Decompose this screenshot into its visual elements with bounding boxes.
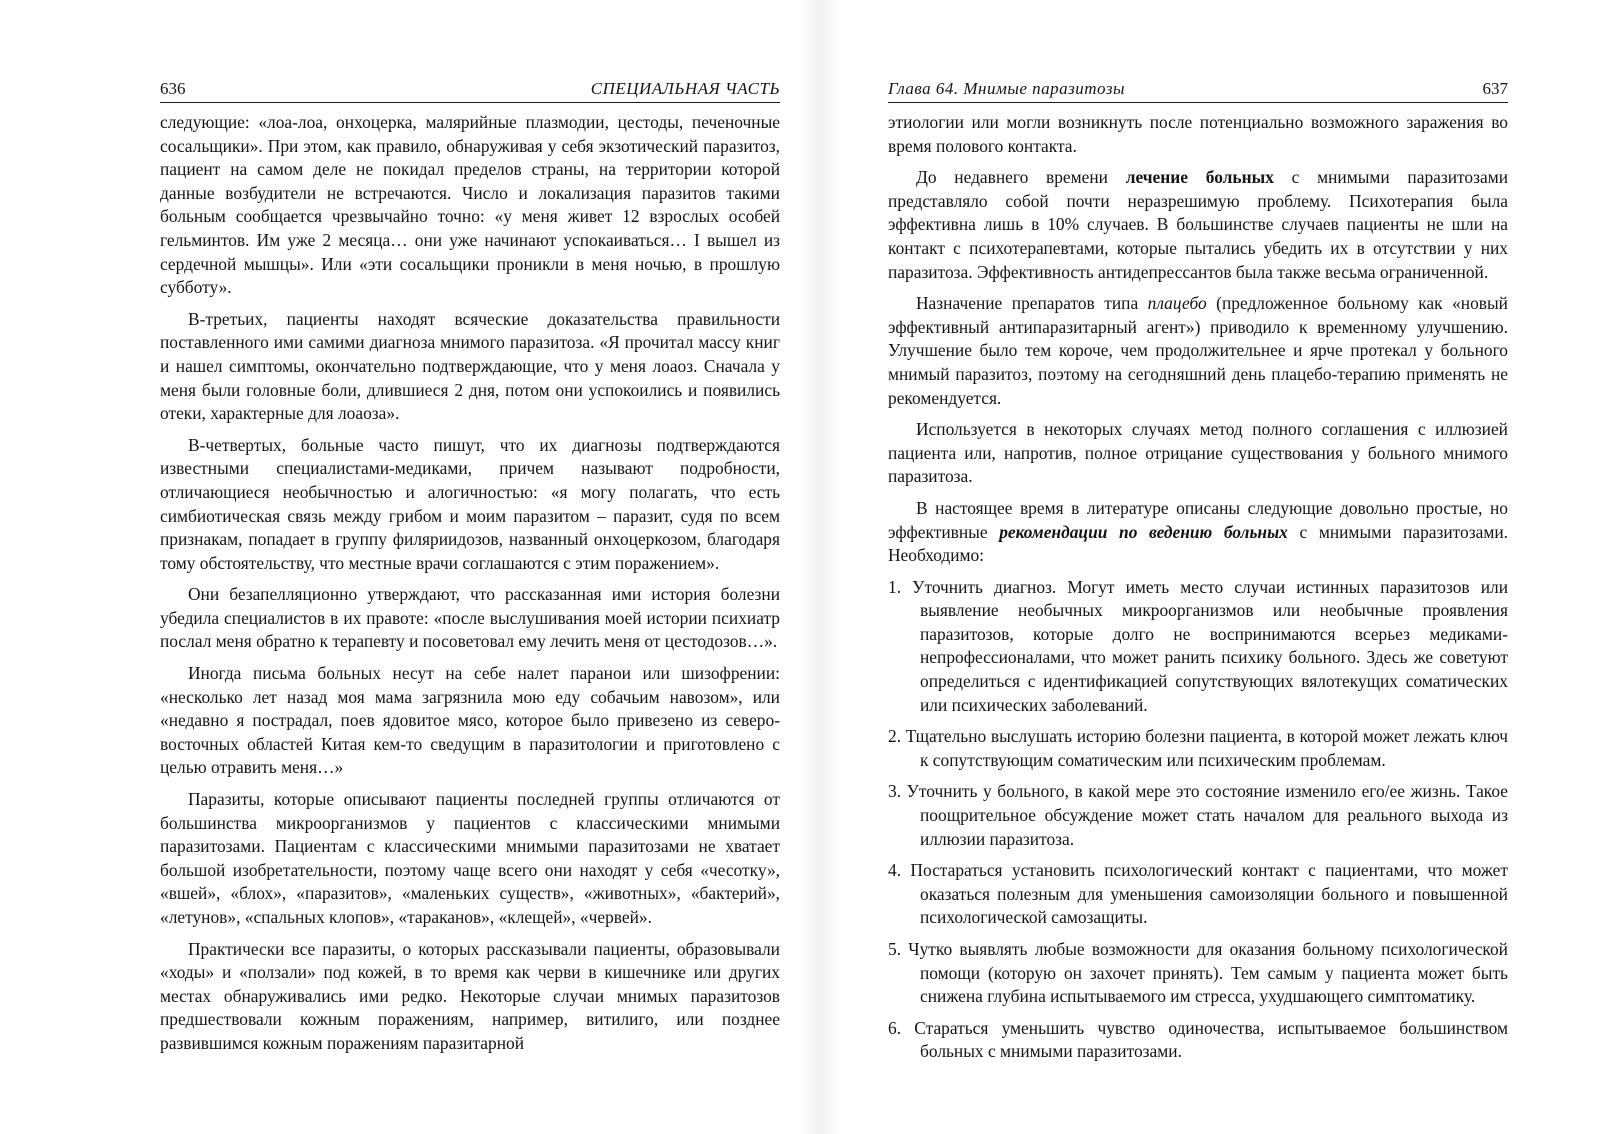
text-run: До недавнего времени (916, 167, 1126, 188)
bold-italic-term: рекомендации по ведению больных (999, 521, 1288, 542)
paragraph: Иногда письма больных несут на себе налет паранои или шизофрении: «несколько лет назад моя мама загрязнила мою еду собачьим навозом», или «недавно я пострадал, поев ядовитое мясо, которое было привезено из северо-восточных областей Китая кем-то сведущим в паразитологии и приготовлено с целью отравить меня…» (160, 663, 780, 778)
right-page-header (888, 74, 1508, 103)
book-gutter (800, 0, 840, 1134)
paragraph: этиологии или могли возникнуть после потенциально возможного заражения во время полового контакта. (888, 112, 1508, 156)
italic-term: плацебо (1147, 293, 1207, 314)
list-item: 1. Уточнить диагноз. Могут иметь место случаи истинных паразитозов или выявление необычных микроорганизмов или необычные проявления паразитозов, которые долго не воспринимаются всерьез медиками-непрофессионалами, что может ранить психику больного. Здесь же советуют определиться с идентификацией сопутствующих вялотекущих соматических или психических заболеваний. (888, 576, 1508, 715)
running-title: СПЕЦИАЛЬНАЯ ЧАСТЬ (590, 79, 780, 98)
page-number: 636 (160, 79, 186, 98)
paragraph: Паразиты, которые описывают пациенты последней группы отличаются от большинства микроорганизмов у пациентов с классическими мнимыми паразитозами. Пациентам с классическими мнимыми паразитозами не хватает большой изобретательности, поэтому чаще всего они находят у себя «чесотку», «вшей», «блох», «паразитов», «маленьких существ», «животных», «бактерий», «летунов», «спальных клопов», «тараканов», «клещей», «червей». (160, 789, 780, 927)
right-page (888, 0, 1508, 1072)
text-run: (предложенное больному как «новый эффективный антипаразитарный агент») приводило к временному улучшению. Улучшение было тем короче, чем продолжительнее и ярче протекал у больного мнимый паразитоз, поэтому на сегодняшний день плацебо-терапию применять не рекомендуется. (888, 293, 1508, 408)
paragraph (888, 497, 1508, 568)
paragraph: Они безапелляционно утверждают, что рассказанная ими история болезни убедила специалистов в их правоте: «после выслушивания моей истории психиатр послал меня обратно к терапевту и посоветовал ему лечить меня от цестодозов…». (160, 584, 780, 652)
paragraph: В-третьих, пациенты находят всяческие доказательства правильности поставленного ими самими диагноза мнимого паразитоза. «Я прочитал массу книг и нашел симптомы, окончательно подтверждающие, что у меня лоаоз. Сначала у меня были головные боли, длившиеся 2 дня, потом они успокоились и появились отеки, характерные для лоаоза». (160, 308, 780, 424)
recommendations-list (888, 576, 1508, 1064)
text-run: В настоящее время в литературе описаны следующие довольно простые, но эффективные (888, 497, 1508, 542)
text-run: с мнимыми паразитозами представляло собой почти неразрешимую проблему. Психотерапия была эффективна лишь в 10% случаев. В большинстве случаев пациенты не шли на контакт с психотерапевтами, которые пытались убедить их в отсутствии у них паразитоза. Эффективность антидепрессантов была также весьма ограниченной. (888, 167, 1509, 282)
list-item: 2. Тщательно выслушать историю болезни пациента, в которой может лежать ключ к сопутствующим соматическим или психическим проблемам. (888, 726, 1508, 770)
list-item: 6. Стараться уменьшить чувство одиночества, испытываемое большинством больных с мнимыми паразитозами. (888, 1017, 1508, 1062)
paragraph: Используется в некоторых случаях метод полного соглашения с иллюзией пациента или, напротив, полное отрицание существования у больного мнимого паразитоза. (888, 419, 1508, 487)
page-number: 637 (1482, 79, 1508, 98)
left-page-body (160, 111, 780, 1056)
left-page-header (160, 74, 780, 103)
paragraph (888, 166, 1508, 284)
list-item: 4. Постараться установить психологический контакт с пациентами, что может оказаться полезным для уменьшения самоизоляции больного и повышенной психологической самозащиты. (888, 860, 1508, 928)
text-run: Назначение препаратов типа (916, 293, 1148, 314)
list-item: 3. Уточнить у больного, в какой мере это состояние изменило его/ее жизнь. Такое поощрительное обсуждение может стать началом для реального выхода из иллюзии паразитоза. (888, 781, 1508, 849)
left-page (160, 0, 780, 1064)
paragraph: Практически все паразиты, о которых рассказывали пациенты, образовывали «ходы» и «ползали» под кожей, в то время как черви в кишечнике или других местах обнаруживались ими редко. Некоторые случаи мнимых паразитозов предшествовали кожным поражениям, например, витилиго, или позднее развившимся кожным поражениям паразитарной (160, 938, 780, 1053)
text-run: с мнимыми паразитозами. Необходимо: (888, 521, 1508, 566)
list-item: 5. Чутко выявлять любые возможности для оказания больному психологической помощи (которую он захочет принять). Тем самым у пациента может быть снижена глубина испытываемого им стресса, ухудшающего симптоматику. (888, 939, 1508, 1007)
paragraph: В-четвертых, больные часто пишут, что их диагнозы подтверждаются известными специалистами-медиками, причем называют подробности, отличающиеся необычностью и алогичностью: «я могу полагать, что есть симбиотическая связь между грибом и моим паразитом – паразит, судя по всем признакам, попадает в группу филяриидозов, названный онхоцеркозом, благодаря тому обстоятельству, что местные врачи соглашаются с этим поражением». (160, 434, 780, 573)
right-page-body (888, 111, 1508, 1064)
bold-term: лечение больных (1125, 167, 1274, 188)
running-title: Глава 64. Мнимые паразитозы (888, 79, 1125, 98)
paragraph (888, 292, 1508, 410)
paragraph: следующие: «лоа-лоа, онхоцерка, малярийные плазмодии, цестоды, печеночные сосальщики». При этом, как правило, обнаруживая у себя экзотический паразитоз, пациент на самом деле не покидал пределов страны, на территории которой данные возбудители не встречаются. Число и локализация паразитов такими больным сообщается чрезвычайно точно: «у меня живет 12 взрослых особей гельминтов. Им уже 2 месяца… они уже начинают успокаиваться… I вышел из сердечной мышцы». Или «эти сосальщики проникли в меня ночью, в прошлую субботу». (160, 112, 780, 298)
